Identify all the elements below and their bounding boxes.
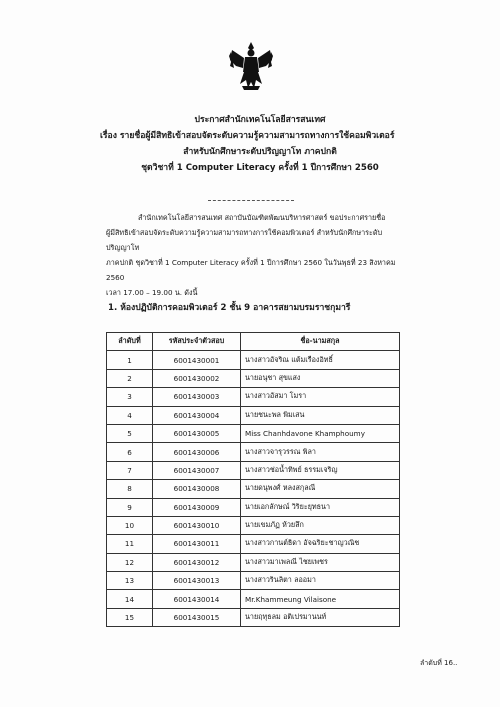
row-name-cell: นางสาวกานต์ธิดา อัจฉริยะชาญวณิช [241,535,400,553]
row-order-cell: 8 [107,480,153,498]
row-exam-id-cell: 6001430005 [153,424,241,442]
table-row [107,553,400,571]
row-exam-id-cell: 6001430006 [153,443,241,461]
garuda-emblem-icon [228,40,274,92]
row-order-cell: 1 [107,351,153,369]
intro-line-2: ผู้มีสิทธิเข้าสอบจัดระดับความรู้ความสามารถทางการใช้คอมพิวเตอร์ สำหรับนักศึกษาระดับ ปริญญาโท [106,228,383,252]
row-name-cell: นางสาวมาเพลณี ไชยเพชร [241,553,400,571]
row-exam-id-cell: 6001430011 [153,535,241,553]
row-name-cell: นางสาวช่อน้ำทิพย์ ธรรมเจริญ [241,461,400,479]
row-order-cell: 10 [107,516,153,534]
row-order-cell: 3 [107,388,153,406]
row-name-cell: นายอนุชา สุขแสง [241,369,400,387]
row-name-cell: Mr.Khammeung Vilaisone [241,590,400,608]
section-title: 1. ห้องปฏิบัติการคอมพิวเตอร์ 2 ชั้น 9 อาคารสยามบรมราชกุมารี [108,303,351,313]
table-body [107,351,400,627]
col-header-order: ลำดับที่ [107,333,153,351]
row-order-cell: 5 [107,424,153,442]
row-exam-id-cell: 6001430013 [153,572,241,590]
table-row [107,369,400,387]
row-name-cell: นางสาวจารุวรรณ พิลา [241,443,400,461]
col-header-name: ชื่อ-นามสกุล [241,333,400,351]
row-exam-id-cell: 6001430004 [153,406,241,424]
row-order-cell: 6 [107,443,153,461]
row-name-cell: นายเขมภัฏ ห้วยลึก [241,516,400,534]
table-row [107,572,400,590]
row-name-cell: นายชนะพล พิมเสน [241,406,400,424]
row-name-cell: Miss Chanhdavone Khamphoumy [241,424,400,442]
table-row [107,351,400,369]
intro-line-4: เวลา 17.00 – 19.00 น. ดังนี้ [106,288,198,297]
row-name-cell: นางสาวอัสมา โมรา [241,388,400,406]
examinee-table [106,332,400,627]
row-exam-id-cell: 6001430008 [153,480,241,498]
row-order-cell: 9 [107,498,153,516]
row-name-cell: นางสาวอัจริณ แต้มเรืองอิทธิ์ [241,351,400,369]
table-row [107,461,400,479]
header-line-4: ชุดวิชาที่ 1 Computer Literacy ครั้งที่ 1 ปีการศึกษา 2560 [141,163,379,173]
table-row [107,443,400,461]
row-exam-id-cell: 6001430012 [153,553,241,571]
row-order-cell: 4 [107,406,153,424]
table-row [107,590,400,608]
row-exam-id-cell: 6001430002 [153,369,241,387]
row-order-cell: 13 [107,572,153,590]
row-order-cell: 2 [107,369,153,387]
row-order-cell: 12 [107,553,153,571]
row-exam-id-cell: 6001430010 [153,516,241,534]
row-order-cell: 15 [107,608,153,626]
row-exam-id-cell: 6001430007 [153,461,241,479]
row-exam-id-cell: 6001430001 [153,351,241,369]
row-exam-id-cell: 6001430014 [153,590,241,608]
header-line-2: เรื่อง รายชื่อผู้มีสิทธิเข้าสอบจัดระดับความรู้ความสามารถทางการใช้คอมพิวเตอร์ [100,131,395,141]
table-row [107,406,400,424]
table-header-row [107,333,400,351]
table-row [107,480,400,498]
row-exam-id-cell: 6001430003 [153,388,241,406]
table-row [107,608,400,626]
header-line-1: ประกาศสำนักเทคโนโลยีสารสนเทศ [194,115,326,125]
header-divider [208,200,294,201]
row-exam-id-cell: 6001430015 [153,608,241,626]
header-line-3: สำหรับนักศึกษาระดับปริญญาโท ภาคปกติ [183,147,337,157]
intro-paragraph [106,210,406,300]
row-order-cell: 14 [107,590,153,608]
table-row [107,388,400,406]
row-order-cell: 11 [107,535,153,553]
row-order-cell: 7 [107,461,153,479]
intro-line-3: ภาคปกติ ชุดวิชาที่ 1 Computer Literacy ครั้งที่ 1 ปีการศึกษา 2560 ในวันพุธที่ 23 สิงหาคม 2560 [106,258,396,282]
table-row [107,424,400,442]
row-exam-id-cell: 6001430009 [153,498,241,516]
row-name-cell: นางสาวรินลิตา ลออมา [241,572,400,590]
table-row [107,535,400,553]
col-header-exam-id: รหัสประจำตัวสอบ [153,333,241,351]
table-row [107,516,400,534]
announcement-header [100,112,420,176]
row-name-cell: นายเอกลักษณ์ วิริยะยุทธนา [241,498,400,516]
table-row [107,498,400,516]
intro-line-1: สำนักเทคโนโลยีสารสนเทศ สถาบันบัณฑิตพัฒนบริหารศาสตร์ ขอประกาศรายชื่อ [138,213,386,222]
row-name-cell: นายฤทุธลม อติเปรมานนท์ [241,608,400,626]
page-continuation-note: ลำดับที่ 16.. [420,659,458,667]
row-name-cell: นายดนุพงศ์ หลงสกุลณี [241,480,400,498]
